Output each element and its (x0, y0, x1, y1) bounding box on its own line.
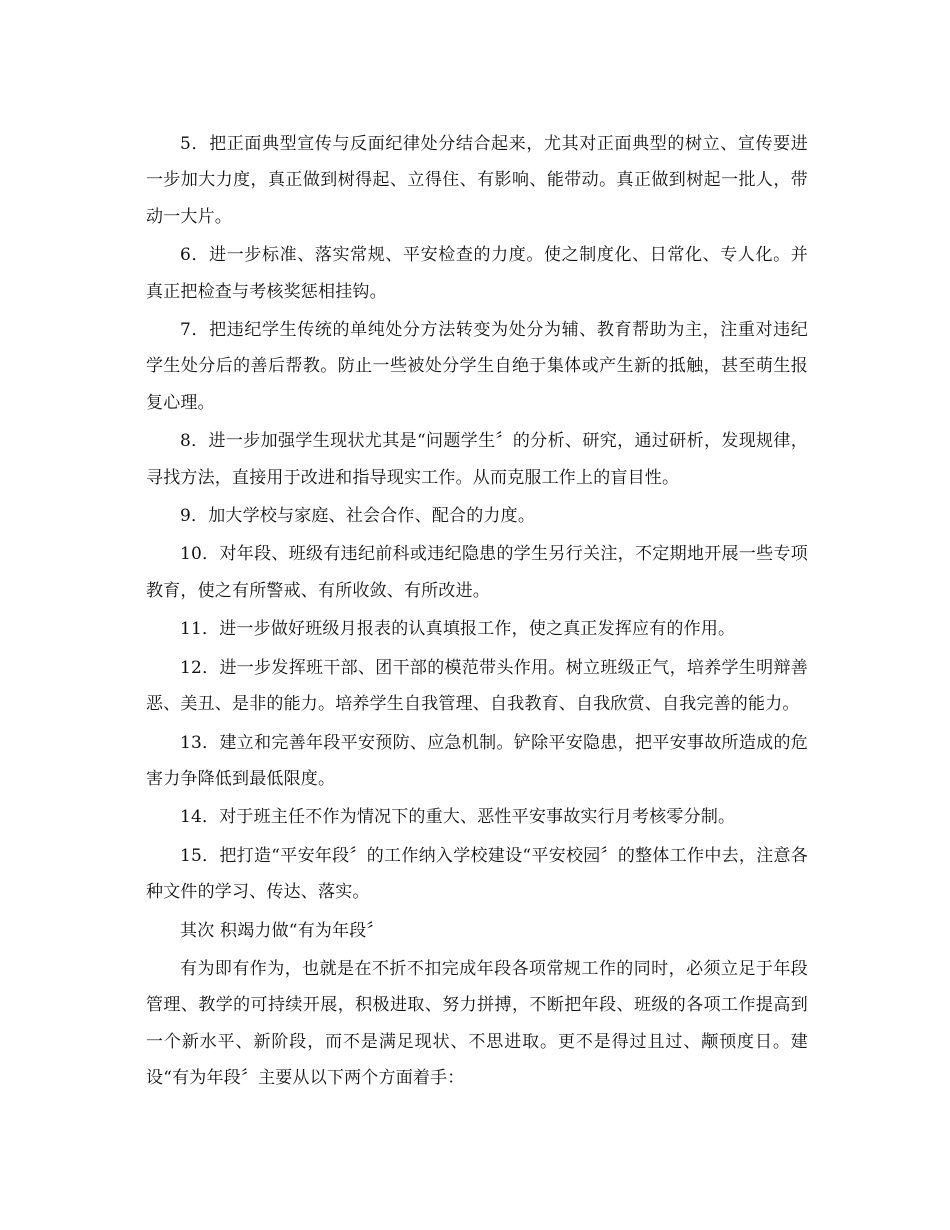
paragraph-item-14: 14．对于班主任不作为情况下的重大、恶性平安事故实行月考核零分制。 (180, 807, 736, 828)
paragraph-body: 有为即有作为，也就是在不折不扣完成年段各项常规工作的同时，必须立足于年段管理、教学的可持续开展，积极进取、努力拼搏，不断把年段、班级的各项工作提高到一个新水平、新阶段，而不是满足现状、不思进取。更不是得过且过、颟顸度日。建设“有为年段〞主要从以下两个方面着手： (146, 958, 808, 1089)
paragraph-item-6: 6．进一步标准、落实常规、平安检查的力度。使之制度化、日常化、专人化。并真正把检查与考核奖惩相挂钩。 (146, 245, 808, 302)
paragraph-item-11: 11．进一步做好班级月报表的认真填报工作，使之真正发挥应有的作用。 (180, 619, 736, 640)
paragraph-item-12: 12．进一步发挥班干部、团干部的模范带头作用。树立班级正气，培养学生明辩善恶、美丑、是非的能力。培养学生自我管理、自我教育、自我欣赏、自我完善的能力。 (146, 657, 808, 715)
paragraph-item-15: 15．把打造“平安年段〞的工作纳入学校建设“平安校园〞的整体工作中去，注意各种文件的学习、传达、落实。 (146, 845, 808, 903)
paragraph-item-13: 13．建立和完善年段平安预防、应急机制。铲除平安隐患，把平安事故所造成的危害力争降低到最低限度。 (146, 732, 808, 789)
paragraph-item-10: 10．对年段、班级有违纪前科或违纪隐患的学生另行关注，不定期地开展一些专项教育，使之有所警戒、有所收敛、有所改进。 (146, 544, 808, 601)
paragraph-item-5: 5．把正面典型宣传与反面纪律处分结合起来，尤其对正面典型的树立、宣传要进一步加大力度，真正做到树得起、立得住、有影响、能带动。真正做到树起一批人，带动一大片。 (146, 134, 808, 227)
document-page (146, 126, 808, 1099)
paragraph-item-7: 7．把违纪学生传统的单纯处分方法转变为处分为辅、教育帮助为主，注重对违纪学生处分后的善后帮教。防止一些被处分学生自绝于集体或产生新的抵触，甚至萌生报复心理。 (146, 320, 808, 413)
paragraph-item-8: 8．进一步加强学生现状尤其是“问题学生〞的分析、研究，通过研析，发现规律，寻找方法，直接用于改进和指导现实工作。从而克服工作上的盲目性。 (146, 431, 808, 488)
paragraph-item-9: 9．加大学校与家庭、社会合作、配合的力度。 (180, 506, 536, 527)
section-heading: 其次 积竭力做“有为年段〞 (180, 920, 384, 941)
